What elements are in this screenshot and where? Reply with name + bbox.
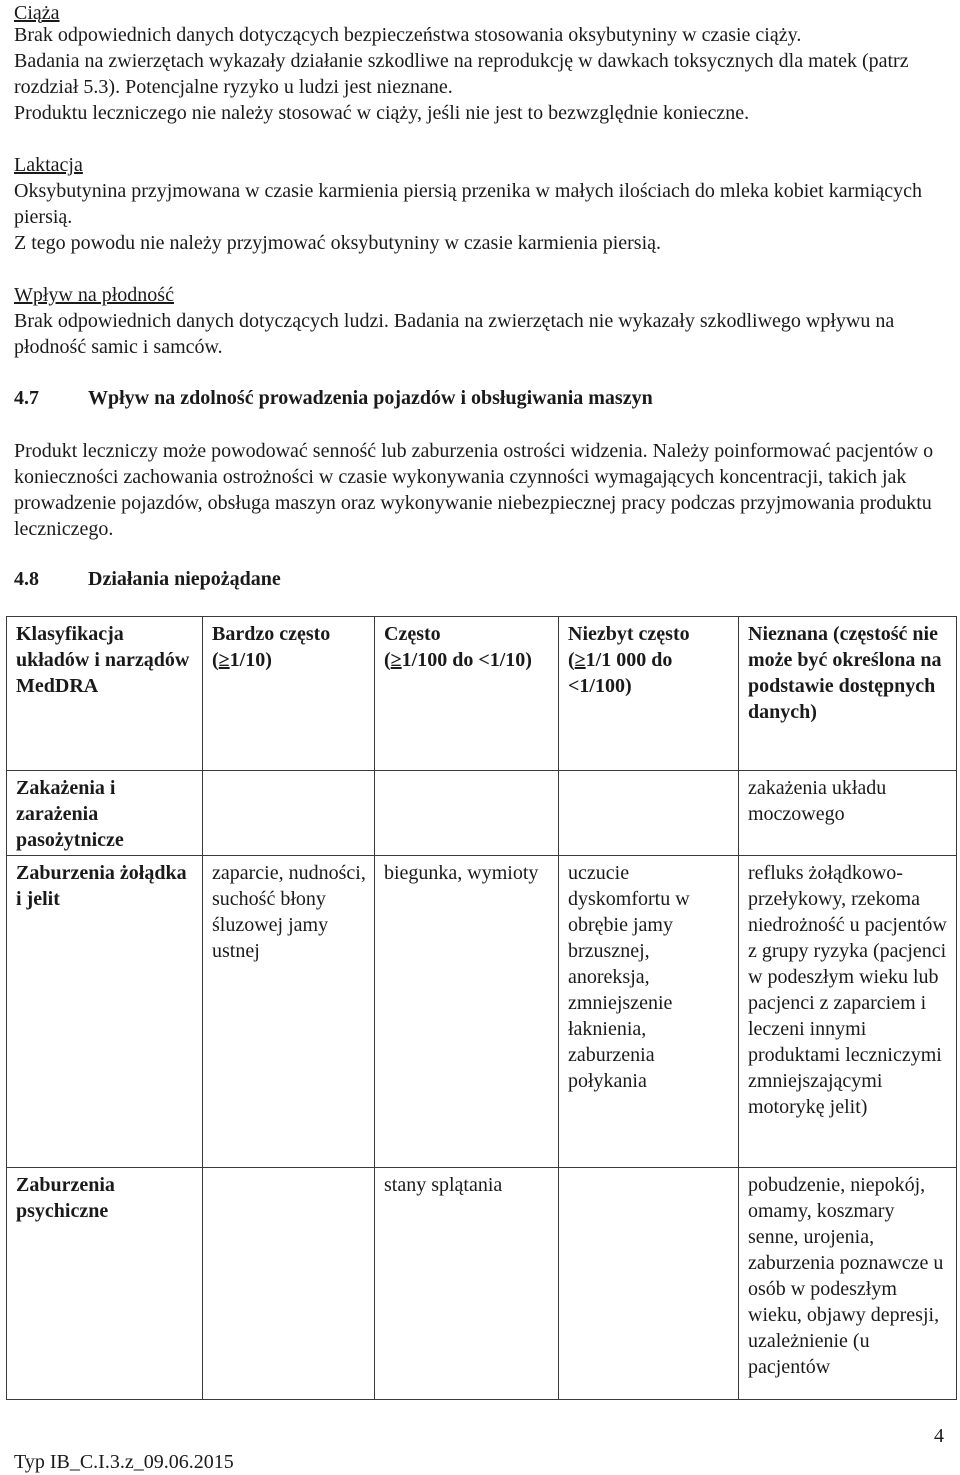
- section-number: 4.8: [14, 568, 39, 590]
- greater-equal-sign: ≥: [218, 649, 230, 671]
- uncommon-cell: [559, 771, 739, 856]
- section-4-7-text: Produkt leczniczy może powodować senność lub zaburzenia ostrości widzenia. Należy poinformować pacjentów o konieczności zachowania ostrożności w czasie wykonywania czynności wymagających koncentracji, takich jak prowadzenie pojazdów, obsługa maszyn oraz wykonywanie niebezpiecznej pracy podczas przyjmowania produktu leczniczego.: [14, 440, 934, 540]
- table-header-row: [7, 617, 957, 771]
- uncommon-cell: [559, 1168, 739, 1400]
- section-4-7-heading: [14, 385, 653, 411]
- section-4-8-heading: [14, 566, 281, 592]
- lactation-line-2: Z tego powodu nie należy przyjmować oksybutyniny w czasie karmienia piersią.: [14, 232, 662, 254]
- greater-equal-sign: ≥: [574, 649, 586, 671]
- common-cell: biegunka, wymioty: [375, 856, 559, 1168]
- fertility-heading: Wpływ na płodność: [14, 284, 174, 306]
- header-range-prefix: (: [384, 649, 391, 671]
- table-row: [7, 1168, 957, 1400]
- header-very-common: [203, 617, 375, 771]
- section-title: Wpływ na zdolność prowadzenia pojazdów i obsługiwania maszyn: [88, 387, 653, 409]
- header-uncommon: [559, 617, 739, 771]
- unknown-cell: pobudzenie, niepokój, omamy, koszmary senne, urojenia, zaburzenia poznawcze u osób w podeszłym wieku, objawy depresji, uzależnienie (u pacjentów: [739, 1168, 957, 1400]
- header-soc: Klasyfikacja układów i narządów MedDRA: [7, 617, 203, 771]
- table-row: [7, 856, 957, 1168]
- header-unknown: Nieznana (częstość nie może być określona na podstawie dostępnych danych): [739, 617, 957, 771]
- lactation-line-1: Oksybutynina przyjmowana w czasie karmienia piersią przenika w małych ilościach do mleka kobiet karmiących piersią.: [14, 180, 923, 228]
- soc-cell: Zaburzenia psychiczne: [7, 1168, 203, 1400]
- adverse-reactions-table: [6, 616, 957, 1400]
- lactation-heading: Laktacja: [14, 154, 83, 176]
- section-title: Działania niepożądane: [88, 568, 281, 590]
- pregnancy-line-3: Produktu leczniczego nie należy stosować w ciąży, jeśli nie jest to bezwzględnie konieczne.: [14, 102, 750, 124]
- pregnancy-line-1: Brak odpowiednich danych dotyczących bezpieczeństwa stosowania oksybutyniny w czasie ciąży.: [14, 24, 802, 46]
- header-range-value: 1/100 do <1/10): [401, 649, 532, 671]
- uncommon-cell: uczucie dyskomfortu w obrębie jamy brzusznej, anoreksja, zmniejszenie łaknienia, zaburzenia połykania: [559, 856, 739, 1168]
- pregnancy-line-2: Badania na zwierzętach wykazały działanie szkodliwe na reprodukcję w dawkach toksycznych dla matek (patrz rozdział 5.3). Potencjalne ryzyko u ludzi jest nieznane.: [14, 50, 909, 98]
- header-range-value: 1/10): [229, 649, 272, 671]
- unknown-cell: zakażenia układu moczowego: [739, 771, 957, 856]
- header-range-prefix: (: [212, 649, 219, 671]
- header-label: Niezbyt często: [568, 623, 690, 645]
- very-common-cell: [203, 771, 375, 856]
- header-range-value: 1/1 000 do <1/100): [568, 649, 673, 697]
- soc-cell: Zaburzenia żołądka i jelit: [7, 856, 203, 1168]
- header-label: Często: [384, 623, 441, 645]
- header-range-prefix: (: [568, 649, 575, 671]
- common-cell: [375, 771, 559, 856]
- header-label: Bardzo często: [212, 623, 331, 645]
- soc-cell: Zakażenia i zarażenia pasożytnicze: [7, 771, 203, 856]
- table-row: [7, 771, 957, 856]
- fertility-text: Brak odpowiednich danych dotyczących ludzi. Badania na zwierzętach nie wykazały szkodliwego wpływu na płodność samic i samców.: [14, 310, 895, 358]
- document-code: Typ IB_C.I.3.z_09.06.2015: [14, 1451, 234, 1473]
- page-number: 4: [934, 1425, 944, 1447]
- section-number: 4.7: [14, 387, 39, 409]
- greater-equal-sign: ≥: [390, 649, 402, 671]
- header-common: [375, 617, 559, 771]
- very-common-cell: zaparcie, nudności, suchość błony śluzowej jamy ustnej: [203, 856, 375, 1168]
- unknown-cell: refluks żołądkowo-przełykowy, rzekoma niedrożność u pacjentów z grupy ryzyka (pacjenci w podeszłym wieku lub pacjenci z zaparciem i leczeni innymi produktami leczniczymi zmniejszającymi motorykę jelit): [739, 856, 957, 1168]
- pregnancy-heading: Ciąża: [14, 2, 60, 24]
- common-cell: stany splątania: [375, 1168, 559, 1400]
- very-common-cell: [203, 1168, 375, 1400]
